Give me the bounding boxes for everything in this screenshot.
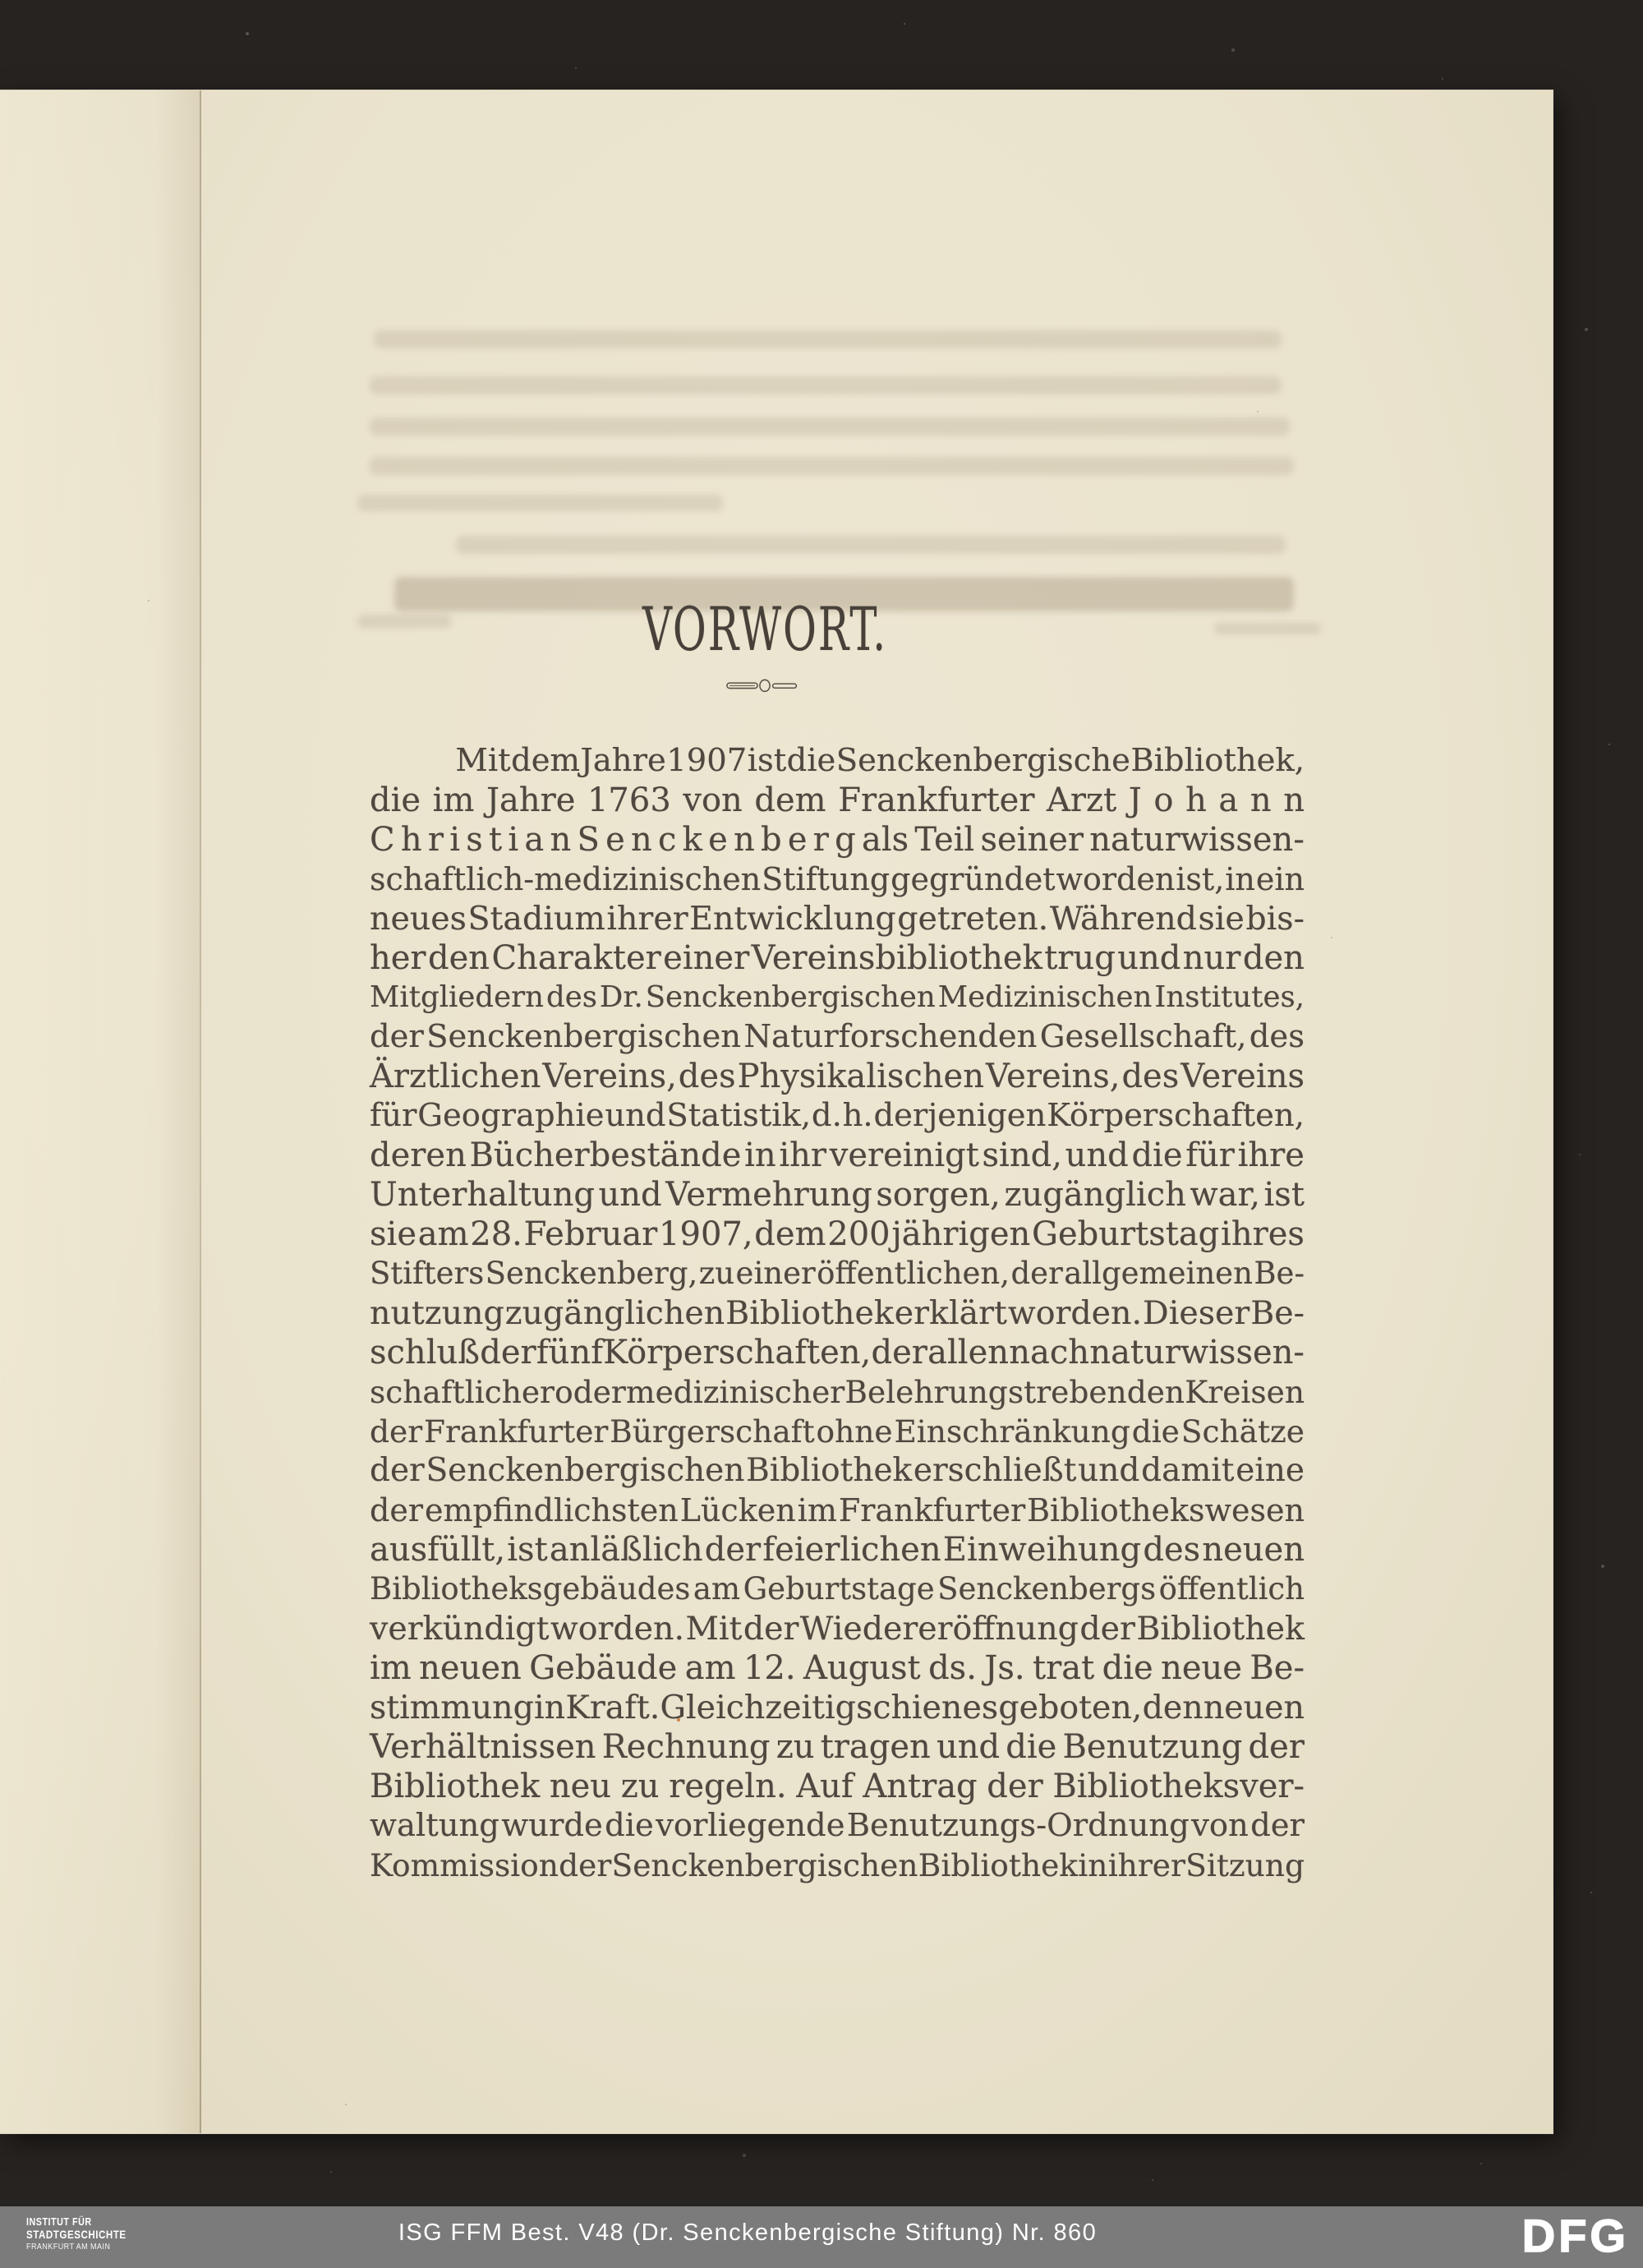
- text-line: deren Bücherbestände in ihr vereinigt sind, und die für ihre: [370, 1136, 1305, 1174]
- ghost-text-line: [370, 457, 1294, 475]
- text-line: Bibliotheksgebäudes am Geburtstage Senckenbergs öffentlich: [370, 1571, 1305, 1606]
- page-fold-strip: [0, 90, 200, 2133]
- ghost-text-line: [456, 536, 1286, 554]
- ghost-text-line: [357, 495, 723, 511]
- text-line: schaftlicher oder medizinischer Belehrung strebenden Kreisen: [370, 1374, 1305, 1410]
- page-fold-line: [200, 90, 201, 2133]
- text-line: Bibliothek neu zu regeln. Auf Antrag der Bibliotheksver-: [370, 1768, 1305, 1805]
- text-line: neues Stadium ihrer Entwicklung getreten. Während sie bis-: [370, 900, 1305, 938]
- text-line: schaftlich-medizinischen Stiftung gegründet worden ist, in ein: [370, 861, 1305, 897]
- text-line: schluß der fünf Körperschaften, der allen nach naturwissen-: [370, 1334, 1305, 1371]
- text-line: der Senckenbergischen Bibliothek erschließt und damit eine: [370, 1452, 1305, 1489]
- text-line: verkündigt worden. Mit der Wiedereröffnung der Bibliothek: [370, 1610, 1305, 1648]
- text-line: stimmung in Kraft. Gleichzeitig schien es geboten, den neuen: [370, 1689, 1305, 1726]
- archive-footer-bar: [0, 2206, 1643, 2268]
- text-line: der empfindlichsten Lücken im Frankfurter Bibliothekswesen: [370, 1492, 1305, 1528]
- archive-reference: ISG FFM Best. V48 (Dr. Senckenbergische Stiftung) Nr. 860: [398, 2220, 1098, 2246]
- text-line: der Frankfurter Bürgerschaft ohne Einschränkung die Schätze: [370, 1413, 1305, 1450]
- text-line: für Geographie und Statistik, d. h. derjenigen Körperschaften,: [370, 1097, 1305, 1134]
- scanned-book-page: [0, 90, 1553, 2133]
- text-line: her den Charakter einer Vereinsbibliothek trug und nur den: [370, 939, 1305, 977]
- ghost-text-line: [374, 330, 1282, 348]
- text-line: Kommission der Senckenbergischen Bibliothek in ihrer Sitzung: [370, 1847, 1305, 1883]
- text-line: im neuen Gebäude am 12. August ds. Js. trat die neue Be-: [370, 1649, 1305, 1687]
- text-line: ausfüllt, ist anläßlich der feierlichen Einweihung des neuen: [370, 1531, 1305, 1569]
- institute-logo: [26, 2217, 127, 2252]
- text-line: Mitgliedern des Dr. Senckenbergischen Medizinischen Institutes,: [370, 980, 1305, 1014]
- ghost-text-line: [370, 376, 1282, 394]
- text-line: die im Jahre 1763 von dem Frankfurter Arzt J o h a n n: [370, 781, 1305, 819]
- ghost-text-line: [1214, 623, 1321, 634]
- institute-logo-line: FRANKFURT AM MAIN: [26, 2242, 111, 2252]
- text-line: Unterhaltung und Vermehrung sorgen, zugänglich war, ist: [370, 1176, 1305, 1214]
- scan-background-noise: [0, 0, 2, 2]
- ghost-text-line: [370, 417, 1290, 436]
- dfg-logo: DFG: [1521, 2210, 1629, 2261]
- ghost-text-line: [357, 615, 452, 628]
- institute-logo-line: STADTGESCHICHTE: [26, 2228, 127, 2241]
- body-text: [370, 741, 1305, 1885]
- text-line: C h r i s t i a n S e n c k e n b e r g als Teil seiner naturwissen-: [370, 821, 1305, 859]
- text-line: Stifters Senckenberg, zu einer öffentlichen, der allgemeinen Be-: [370, 1256, 1305, 1291]
- text-line: waltung wurde die vorliegende Benutzungs-Ordnung von der: [370, 1807, 1305, 1844]
- page-title: VORWORT.: [642, 595, 888, 665]
- paper-noise: [0, 90, 2, 92]
- text-line: nutzung zugänglichen Bibliothek erklärt worden. Dieser Be-: [370, 1294, 1305, 1332]
- text-line: Ärztlichen Vereins, des Physikalischen Vereins, des Vereins: [370, 1058, 1305, 1095]
- text-line: Mit dem Jahre 1907 ist die Senckenbergische Bibliothek,: [455, 742, 1305, 779]
- text-line: Verhältnissen Rechnung zu tragen und die Benutzung der: [370, 1728, 1305, 1766]
- institute-logo-line: INSTITUT FÜR: [26, 2216, 92, 2228]
- text-line: der Senckenbergischen Naturforschenden Gesellschaft, des: [370, 1018, 1305, 1055]
- text-line: sie am 28. Februar 1907, dem 200 jährigen Geburtstag ihres: [370, 1215, 1305, 1253]
- section-divider-ornament: [725, 675, 804, 697]
